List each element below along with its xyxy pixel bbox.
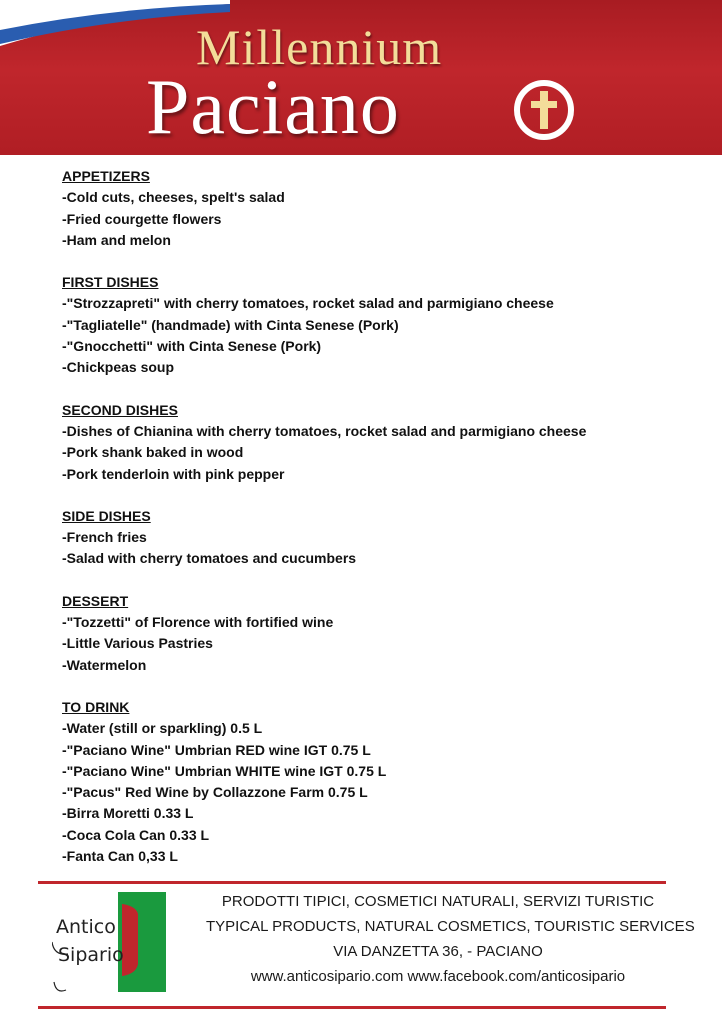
menu-item: -"Tozzetti" of Florence with fortified wine bbox=[62, 614, 334, 631]
header-banner bbox=[0, 0, 722, 155]
menu-item: -Fried courgette flowers bbox=[62, 210, 222, 227]
menu-item: -Cold cuts, cheeses, spelt's salad bbox=[62, 189, 285, 206]
title-paciano: Paciano bbox=[146, 63, 400, 150]
menu-item: -"Strozzapreti" with cherry tomatoes, rocket salad and parmigiano cheese bbox=[62, 295, 554, 312]
cross-emblem-icon bbox=[512, 78, 576, 142]
menu-item: -Water (still or sparkling) 0.5 L bbox=[62, 720, 263, 737]
section-title: DESSERT bbox=[62, 592, 129, 609]
antico-sipario-logo bbox=[52, 890, 172, 1002]
footer-websites: www.anticosipario.com www.facebook.com/anticosipario bbox=[250, 968, 626, 985]
menu-item: -Birra Moretti 0.33 L bbox=[62, 805, 194, 822]
section-title: APPETIZERS bbox=[62, 168, 150, 184]
section-first-dishes bbox=[62, 272, 702, 378]
menu-item: -Dishes of Chianina with cherry tomatoes, rocket salad and parmigiano cheese bbox=[62, 422, 587, 439]
menu-item: -French fries bbox=[62, 529, 147, 546]
menu-item: -"Tagliatelle" (handmade) with Cinta Senese (Pork) bbox=[62, 316, 399, 333]
menu-content bbox=[62, 166, 702, 888]
menu-item: -Watermelon bbox=[62, 656, 147, 673]
section-title: SECOND DISHES bbox=[62, 401, 178, 418]
menu-item: -"Gnocchetti" with Cinta Senese (Pork) bbox=[62, 338, 322, 355]
footer-info bbox=[206, 889, 695, 989]
footer-line-english: TYPICAL PRODUCTS, NATURAL COSMETICS, TOURISTIC SERVICES bbox=[206, 918, 695, 935]
menu-item: -Pork tenderloin with pink pepper bbox=[62, 465, 285, 482]
menu-item: -"Paciano Wine" Umbrian RED wine IGT 0.75 L bbox=[62, 741, 371, 758]
menu-item: -Pork shank baked in wood bbox=[62, 444, 244, 461]
logo-word-antico: Antico bbox=[56, 916, 116, 938]
menu-item: -Coca Cola Can 0.33 L bbox=[62, 826, 210, 843]
menu-item: -Little Various Pastries bbox=[62, 635, 213, 652]
footer-address: VIA DANZETTA 36, - PACIANO bbox=[333, 943, 543, 960]
section-title: SIDE DISHES bbox=[62, 507, 151, 524]
section-appetizers bbox=[62, 166, 702, 251]
menu-item: -Fanta Can 0,33 L bbox=[62, 848, 178, 865]
section-dessert bbox=[62, 591, 702, 676]
footer-line-italian: PRODOTTI TIPICI, COSMETICI NATURALI, SERVIZI TURISTIC bbox=[221, 893, 655, 910]
footer-divider-bottom bbox=[38, 1006, 666, 1009]
footer-divider-top bbox=[38, 881, 666, 884]
section-side-dishes bbox=[62, 506, 702, 570]
section-title: FIRST DISHES bbox=[62, 274, 159, 291]
section-to-drink bbox=[62, 697, 702, 867]
title-millennium: Millennium bbox=[196, 19, 443, 75]
menu-item: -Salad with cherry tomatoes and cucumbers bbox=[62, 550, 357, 567]
menu-item: -Chickpeas soup bbox=[62, 359, 175, 376]
section-title: TO DRINK bbox=[62, 698, 130, 715]
menu-item: -"Pacus" Red Wine by Collazzone Farm 0.75 L bbox=[62, 784, 368, 801]
logo-word-sipario: Sipario bbox=[58, 944, 124, 966]
menu-item: -Ham and melon bbox=[62, 231, 171, 248]
menu-item: -"Paciano Wine" Umbrian WHITE wine IGT 0.75 L bbox=[62, 762, 387, 779]
section-second-dishes bbox=[62, 400, 702, 485]
